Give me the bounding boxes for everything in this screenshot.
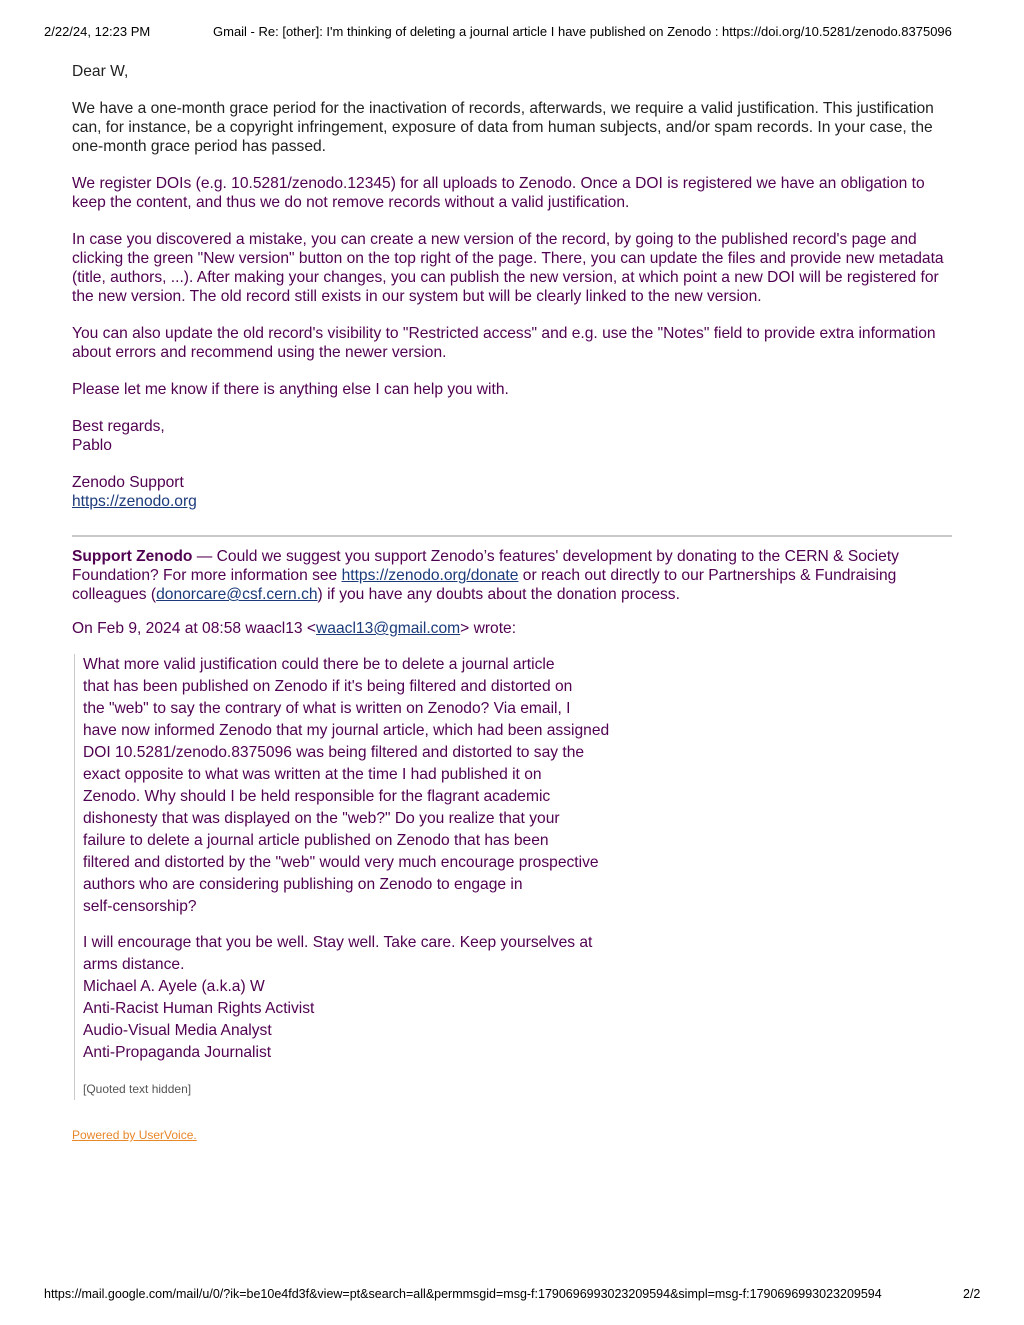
quote-intro-2: > wrote: bbox=[460, 620, 517, 637]
powered-by bbox=[72, 1126, 952, 1145]
quote-line: What more valid justification could there be to delete a journal article bbox=[83, 656, 555, 673]
paragraph-help: Please let me know if there is anything else I can help you with. bbox=[72, 381, 509, 398]
greeting: Dear W, bbox=[72, 63, 129, 80]
signoff: Best regards, bbox=[72, 418, 165, 435]
quoted-text-hidden[interactable]: [Quoted text hidden] bbox=[83, 1082, 192, 1096]
quote-line: filtered and distorted by the "web" would very much encourage prospective bbox=[83, 854, 599, 871]
quote-closing-line: Anti-Racist Human Rights Activist bbox=[83, 1000, 315, 1017]
uservoice-link[interactable]: Powered by UserVoice. bbox=[72, 1128, 197, 1142]
email-body bbox=[72, 62, 952, 1145]
support-text-2: or reach out directly to our Partnerships & Fundraising colleagues ( bbox=[72, 567, 897, 603]
quoted-message bbox=[74, 654, 643, 1100]
signer-name: Pablo bbox=[72, 437, 112, 454]
quote-line: self-censorship? bbox=[83, 898, 197, 915]
print-url: https://mail.google.com/mail/u/0/?ik=be10e4fd3f&view=pt&search=all&permmsgid=msg-f:1790696993023209594&simpl=msg-f:1790696993023209594 bbox=[44, 1287, 882, 1301]
paragraph-doi: We register DOIs (e.g. 10.5281/zenodo.12345) for all uploads to Zenodo. Once a DOI is registered we have an obligation to keep the content, and thus we do not remove records without a valid justification. bbox=[72, 175, 925, 211]
quote-line: have now informed Zenodo that my journal article, which had been assigned bbox=[83, 722, 610, 739]
quote-closing-line: arms distance. bbox=[83, 956, 185, 973]
page-number: 2/2 bbox=[963, 1287, 981, 1301]
quote-closing-line: Anti-Propaganda Journalist bbox=[83, 1044, 272, 1061]
quote-attribution bbox=[72, 619, 952, 638]
support-text-1: — Could we suggest you support Zenodo’s features' development by donating to the CERN & Society Foundation? For more information see bbox=[72, 548, 899, 584]
quote-line: exact opposite to what was written at the time I had published it on bbox=[83, 766, 542, 783]
paragraph-grace-period: We have a one-month grace period for the inactivation of records, afterwards, we require a valid justification. This justification can, for instance, be a copyright infringement, exposure of data from human subjects, and/or spam records. In your case, the one-month grace period has passed. bbox=[72, 100, 934, 155]
paragraph-restricted-access: You can also update the old record's visibility to "Restricted access" and e.g. use the "Notes" field to provide extra information about errors and recommend using the newer version. bbox=[72, 325, 936, 361]
quote-line: failure to delete a journal article published on Zenodo that has been bbox=[83, 832, 549, 849]
quote-closing-line: I will encourage that you be well. Stay well. Take care. Keep yourselves at bbox=[83, 934, 593, 951]
divider bbox=[72, 535, 952, 537]
donor-email-link[interactable]: donorcare@csf.cern.ch bbox=[156, 586, 318, 603]
sender-email-link[interactable]: waacl13@gmail.com bbox=[316, 620, 461, 637]
print-datetime: 2/22/24, 12:23 PM bbox=[44, 24, 151, 39]
donate-link[interactable]: https://zenodo.org/donate bbox=[341, 567, 519, 584]
org-signature bbox=[72, 473, 952, 511]
zenodo-link[interactable]: https://zenodo.org bbox=[72, 493, 197, 510]
paragraph-new-version: In case you discovered a mistake, you can create a new version of the record, by going to the published record's page and clicking the green "New version" button on the top right of the page. There, you can update the files and provide new metadata (title, authors, ...). After making your changes, you can publish the new version, at which point a new DOI will be registered for the new version. The old record still exists in our system but will be clearly linked to the new version. bbox=[72, 231, 944, 305]
quote-line: that has been published on Zenodo if it's being filtered and distorted on bbox=[83, 678, 573, 695]
quote-line: DOI 10.5281/zenodo.8375096 was being filtered and distorted to say the bbox=[83, 744, 585, 761]
print-page-title: Gmail - Re: [other]: I'm thinking of deleting a journal article I have published on Zenodo : https://doi.org/10.5281/zenodo.8375096 bbox=[213, 24, 952, 39]
support-zenodo-paragraph bbox=[72, 547, 952, 604]
quote-line: Zenodo. Why should I be held responsible for the flagrant academic bbox=[83, 788, 551, 805]
quoted-closing bbox=[83, 932, 643, 1064]
quote-closing-line: Audio-Visual Media Analyst bbox=[83, 1022, 272, 1039]
signature bbox=[72, 417, 952, 455]
quoted-paragraph bbox=[83, 654, 643, 918]
quote-line: dishonesty that was displayed on the "web?" Do you realize that your bbox=[83, 810, 560, 827]
quote-closing-line: Michael A. Ayele (a.k.a) W bbox=[83, 978, 265, 995]
quote-line: authors who are considering publishing on Zenodo to engage in bbox=[83, 876, 523, 893]
support-text-3: ) if you have any doubts about the donation process. bbox=[317, 586, 680, 603]
quote-intro-1: On Feb 9, 2024 at 08:58 waacl13 < bbox=[72, 620, 317, 637]
support-label: Support Zenodo bbox=[72, 548, 193, 565]
org-name: Zenodo Support bbox=[72, 474, 184, 491]
quote-line: the "web" to say the contrary of what is written on Zenodo? Via email, I bbox=[83, 700, 571, 717]
